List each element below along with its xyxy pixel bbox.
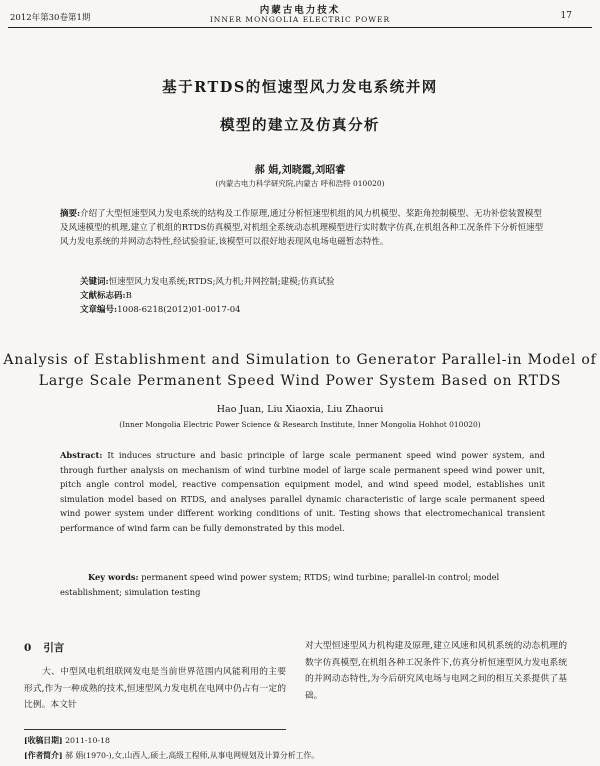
abstract-cn	[60, 207, 545, 249]
class-code-value: B	[125, 291, 132, 301]
received-date: 2011-10-18	[65, 736, 111, 745]
section-title: 引言	[43, 642, 65, 654]
abstract-en-text: It induces structure and basic principle of large scale permanent speed wind power system, and through further analysis on mechanism of wind turbine model of large scale permanent speed wind power unit, pitch angle control model, reactive compensation equipment model, and wind speed model, establishes unit simulation model based on RTDS, and analyses parallel dynamic characteristic of large scale permanent speed wind power system under different working conditions of unit. Testing shows that electromechanical transient performance of wind farm can be fully demonstrated by this model.	[60, 450, 545, 533]
author-bio-text: 郝 娟(1970-),女,山西人,硕士,高级工程师,从事电网规划及计算分析工作。	[65, 751, 320, 760]
keywords-cn	[80, 275, 550, 287]
keywords-cn-label: 关键词:	[80, 277, 109, 287]
title-cn-line1: 基于RTDS的恒速型风力发电系统并网	[162, 79, 438, 96]
keywords-en-text: permanent speed wind power system; RTDS; wind turbine; parallel-in control; model establishment; simulation testing	[60, 572, 500, 597]
page-header	[0, 0, 600, 30]
keywords-en	[60, 570, 545, 599]
title-cn-line2: 模型的建立及仿真分析	[220, 117, 380, 134]
body-text-right-column: 对大型恒速型风力机构建及原理,建立风速和风机系统的动态机理的数字仿真模型,在机组各种工况条件下,仿真分析恒速型风力发电系统的并网动态特性,为今后研究风电场与电网之间的相互关系提供了基础。	[305, 641, 567, 701]
article-number-cn	[80, 303, 550, 315]
affiliation-cn: (内蒙古电力科学研究院,内蒙古 呼和浩特 010020)	[215, 179, 385, 188]
abstract-cn-text: 介绍了大型恒速型风力发电系统的结构及工作原理,通过分析恒速型机组的风力机模型、桨距角控制模型、无功补偿装置模型及风速模型的机理,建立了机组的RTDS仿真模型,对机组全系统动态机理模型进行实时数字仿真,在机组各种工况条件下分析恒速型风力发电系统的并网动态特性,经试验验证,该模型可以很好地表现风电场电磁暂态特性。	[60, 209, 544, 247]
header-rule	[8, 27, 592, 28]
footnote-received	[24, 735, 110, 746]
class-code-cn	[80, 289, 550, 301]
received-label: [收稿日期]	[24, 736, 63, 745]
title-en-line2: Large Scale Permanent Speed Wind Power System Based on RTDS	[38, 373, 562, 389]
abstract-en-label: Abstract:	[60, 450, 103, 460]
affiliation-en: (Inner Mongolia Electric Power Science & Research Institute, Inner Mongolia Hohhot 010020)	[119, 420, 481, 429]
article-number-value: 1008-6218(2012)01-0017-04	[117, 305, 241, 315]
issue-info: 2012年第30卷第1期	[10, 13, 91, 23]
authors-en: Hao Juan, Liu Xiaoxia, Liu Zhaorui	[216, 404, 384, 415]
footnote-rule	[24, 729, 286, 730]
author-bio-label: [作者简介]	[24, 751, 63, 760]
footnote-author	[24, 750, 584, 761]
keywords-cn-text: 恒速型风力发电系统;RTDS;风力机;并网控制;建模;仿真试验	[108, 277, 335, 287]
abstract-cn-label: 摘要:	[60, 209, 81, 219]
article-number-label: 文章编号:	[80, 305, 118, 315]
section-heading	[24, 640, 76, 655]
section-number: 0	[24, 642, 32, 654]
body-text-left-column: 大、中型风电机组联网发电是当前世界范围内风能利用的主要形式,作为一种成熟的技术,恒速型风力发电机在电网中仍占有一定的比例。本文针	[24, 667, 286, 710]
page-number: 17	[560, 11, 572, 21]
journal-name-cn: 内蒙古电力技术	[259, 5, 341, 16]
keywords-en-label: Key words:	[88, 572, 139, 582]
title-en-line1: Analysis of Establishment and Simulation to Generator Parallel-in Model of	[3, 352, 597, 368]
authors-cn: 郝 娟,刘晓霞,刘昭睿	[254, 165, 346, 176]
class-code-label: 文献标志码:	[80, 291, 126, 301]
abstract-en	[60, 448, 545, 536]
journal-name-en: INNER MONGOLIA ELECTRIC POWER	[209, 15, 391, 24]
